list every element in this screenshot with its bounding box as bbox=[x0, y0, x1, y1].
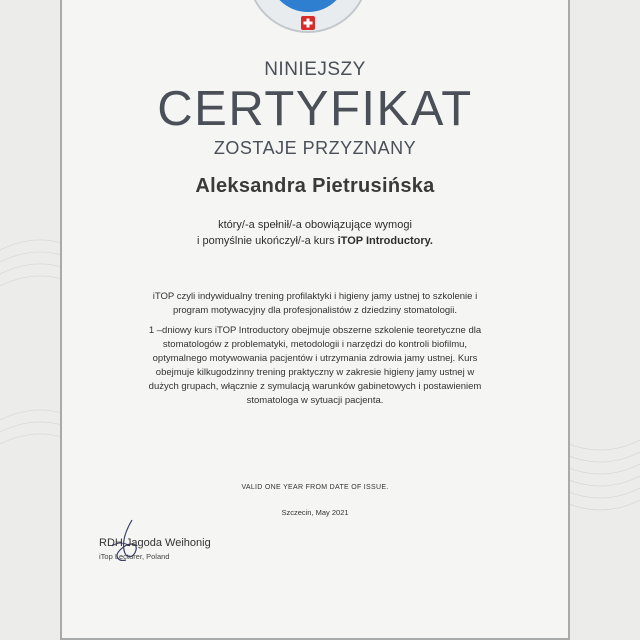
course-description: 1 –dniowy kurs iTOP Introductory obejmuje obszerne szkolenie teoretyczne dla stomatologów z problematyki, metodologii i narzędzi do kontroli biofilmu, optymalnego motywowania pacjentów i utrzymania zdrowia jamy ustnej. Kurs obejmuje kilkugodzinny trening praktyczny w zakresie higieny jamy ustnej w dużych grupach, włącznie z symulacją warunków gabinetowych i postawieniem stomatologa w sytuacji pacjenta. bbox=[148, 325, 482, 406]
recipient-name: Aleksandra Pietrusińska bbox=[195, 175, 435, 197]
certificate-title: CERTYFIKAT bbox=[157, 82, 473, 136]
place-date: Szczecin, May 2021 bbox=[281, 508, 349, 517]
completion-line-prefix: i pomyślnie ukończył/-a kurs bbox=[197, 235, 338, 247]
certificate-subtitle: ZOSTAJE PRZYZNANY bbox=[213, 138, 417, 158]
signatory-role: iTop Lecturer, Poland bbox=[99, 552, 170, 561]
program-description: iTOP czyli indywidualny trening profilaktyki i higieny jamy ustnej to szkolenie i program motywacyjny dla profesjonalistów z dziedziny stomatologii. bbox=[152, 291, 478, 316]
course-name: iTOP Introductory. bbox=[337, 235, 433, 247]
completion-line bbox=[70, 233, 560, 249]
requirement-line: który/-a spełnił/-a obowiązujące wymogi bbox=[218, 219, 412, 231]
itop-seal-logo bbox=[248, 0, 368, 36]
preamble-text: NINIEJSZY bbox=[264, 59, 366, 80]
signatory-name: RDH Jagoda Weihonig bbox=[99, 537, 211, 549]
validity-note: VALID ONE YEAR FROM DATE OF ISSUE. bbox=[241, 484, 389, 491]
